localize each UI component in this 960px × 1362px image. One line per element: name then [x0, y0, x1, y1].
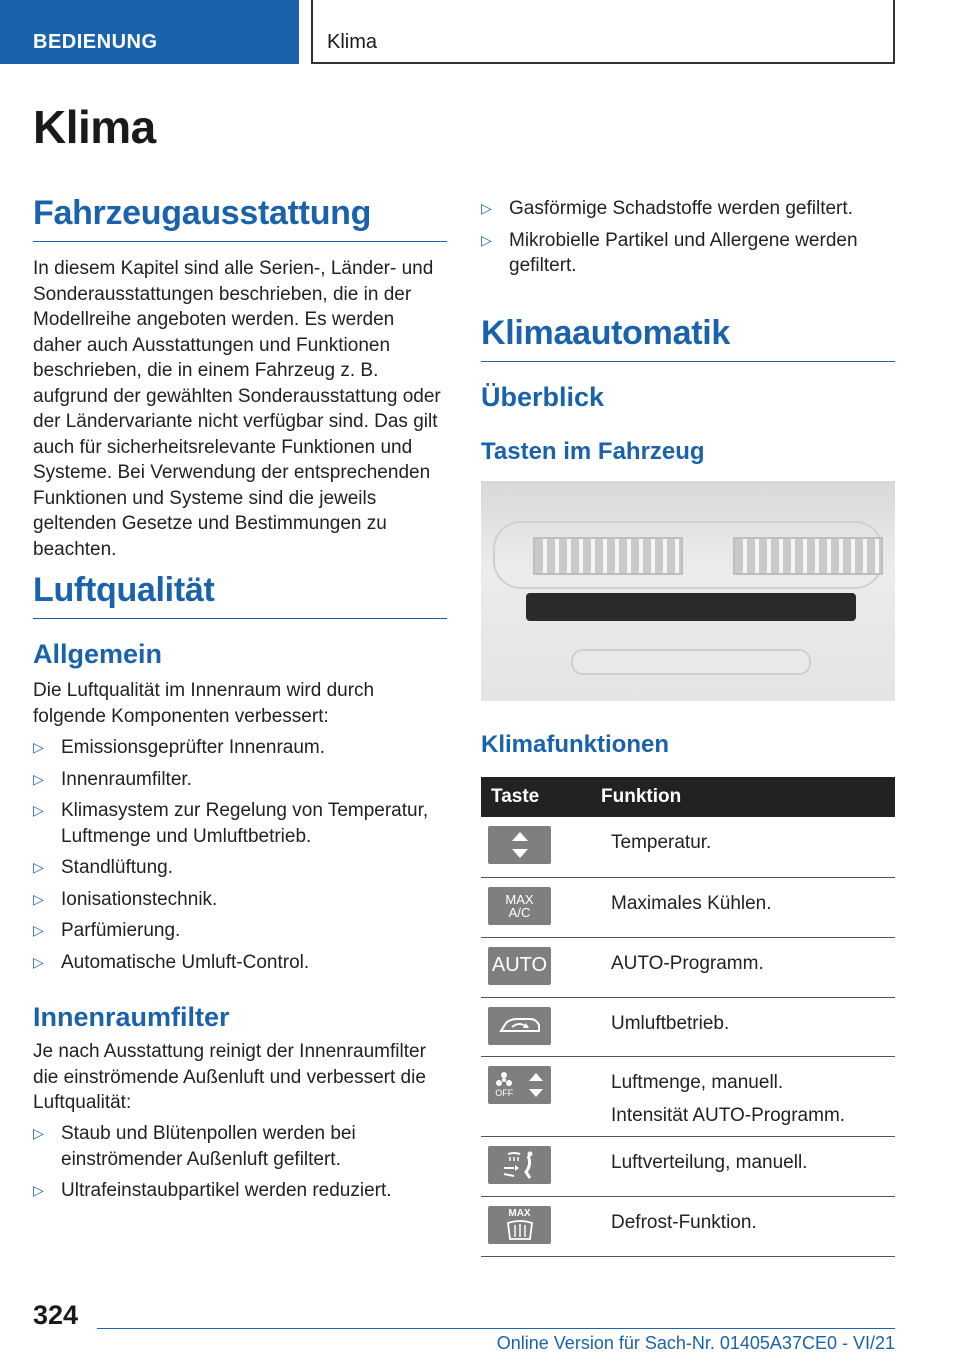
fan-off-icon [488, 1066, 551, 1104]
table-row [481, 1056, 895, 1136]
section-tab: BEDIENUNG [0, 0, 299, 64]
heading-klimafunktionen: Klimafunktionen [481, 731, 670, 758]
climate-control-photo [481, 481, 895, 701]
list-filter-continued [481, 196, 895, 285]
triangle-bullet-icon: ▷ [33, 1125, 44, 1141]
function-text: Luftverteilung, manuell. [601, 1136, 895, 1196]
list-item: ▷ Emissionsgeprüfter Innenraum. [33, 735, 447, 761]
heading-fahrzeugausstattung: Fahrzeugausstattung [33, 194, 447, 242]
triangle-bullet-icon: ▷ [33, 802, 44, 818]
table-row [481, 817, 895, 877]
heading-allgemein: Allgemein [33, 639, 163, 669]
triangle-bullet-icon: ▷ [33, 859, 44, 875]
column-header-taste: Taste [481, 777, 601, 817]
recirculation-icon [488, 1007, 551, 1045]
function-text: Intensität AUTO-Programm. [611, 1104, 846, 1126]
triangle-bullet-icon: ▷ [33, 1182, 44, 1198]
function-text: Maximales Kühlen. [601, 877, 895, 937]
triangle-bullet-icon: ▷ [481, 200, 492, 216]
page-title: Klima [33, 101, 156, 153]
header-title: Klima [311, 0, 895, 64]
triangle-bullet-icon: ▷ [33, 739, 44, 755]
footer-version: Online Version für Sach-Nr. 01405A37CE0 - VI/21 [496, 1333, 895, 1353]
paragraph-fahrzeugausstattung: In diesem Kapitel sind alle Serien-, Länder- und Sonderausstattungen beschrieben, die in der Modellreihe angeboten werden. Es werden daher auch Ausstattungen und Funktionen beschrieben, die in einem Fahrzeug z. B. aufgrund der gewählten Sonderausstattung oder der Ländervariante nicht verfügbar sind. Das gilt auch für sicherheitsrelevante Funktionen und Systeme. Bei Verwendung der entsprechenden Funktionen und Systeme sind die jeweils geltenden Gesetze und Bestimmungen zu beachten. [33, 258, 441, 560]
heading-innenraumfilter: Innenraumfilter [33, 1002, 230, 1032]
function-text: Defrost-Funktion. [601, 1196, 895, 1256]
key-label: MAX [505, 891, 534, 907]
heading-tasten: Tasten im Fahrzeug [481, 438, 705, 465]
list-item: ▷ Gasförmige Schadstoffe werden gefiltert. [481, 196, 895, 222]
triangle-bullet-icon: ▷ [481, 231, 492, 248]
list-item: ▷ Parfümierung. [33, 918, 447, 944]
list-item: ▷ Standlüftung. [33, 855, 447, 881]
auto-icon [488, 947, 551, 985]
paragraph-innenraumfilter: Je nach Ausstattung reinigt der Innenraumfilter die einströmende Außenluft und verbessert die Luftqualität: [33, 1041, 426, 1113]
list-item: ▷ Klimasystem zur Regelung von Temperatur, Luftmenge und Umluftbetrieb. [33, 800, 429, 847]
air-vent-left [533, 537, 683, 575]
column-header-funktion: Funktion [601, 777, 895, 817]
list-item: ▷ Ionisationstechnik. [33, 887, 447, 913]
table-row [481, 937, 895, 997]
heading-ueberblick: Überblick [481, 382, 605, 412]
triangle-bullet-icon: ▷ [33, 770, 44, 787]
functions-table [481, 777, 895, 1257]
key-label: MAX [508, 1207, 531, 1219]
list-allgemein [33, 735, 447, 981]
function-text: Temperatur. [601, 817, 895, 877]
table-row [481, 1136, 895, 1196]
key-label: A/C [508, 904, 531, 920]
triangle-bullet-icon: ▷ [33, 922, 44, 938]
key-label: AUTO [491, 954, 548, 976]
control-panel [526, 593, 856, 621]
triangle-bullet-icon: ▷ [33, 890, 44, 907]
lower-console [571, 649, 811, 675]
list-item: ▷ Mikrobielle Partikel und Allergene werden gefiltert. [481, 229, 858, 276]
heading-klimaautomatik: Klimaautomatik [481, 314, 895, 362]
function-text: AUTO-Programm. [601, 937, 895, 997]
table-row [481, 877, 895, 937]
heading-luftqualitaet: Luftqualität [33, 571, 447, 619]
air-distribution-icon [488, 1146, 551, 1184]
function-text: Umluftbetrieb. [601, 997, 895, 1056]
table-row [481, 997, 895, 1056]
defrost-icon [488, 1206, 551, 1244]
triangle-bullet-icon: ▷ [33, 953, 44, 970]
air-vent-right [733, 537, 883, 575]
function-text: Luftmenge, manuell. [611, 1071, 784, 1093]
list-item: ▷ Innenraumfilter. [33, 767, 447, 793]
key-label: OFF [495, 1087, 514, 1098]
temperature-arrows-icon [488, 826, 551, 864]
max-ac-icon [488, 887, 551, 925]
table-row [481, 1196, 895, 1256]
list-item: ▷ Ultrafeinstaubpartikel werden reduziert. [33, 1178, 447, 1204]
paragraph-allgemein: Die Luftqualität im Innenraum wird durch folgende Komponenten verbessert: [33, 680, 375, 727]
footer-divider [97, 1328, 895, 1329]
list-item: ▷ Automatische Umluft-Control. [33, 950, 447, 976]
list-item: ▷ Staub und Blütenpollen werden bei einströmender Außenluft gefiltert. [33, 1123, 356, 1170]
page-number: 324 [33, 1300, 79, 1330]
list-innenraumfilter [33, 1121, 447, 1210]
